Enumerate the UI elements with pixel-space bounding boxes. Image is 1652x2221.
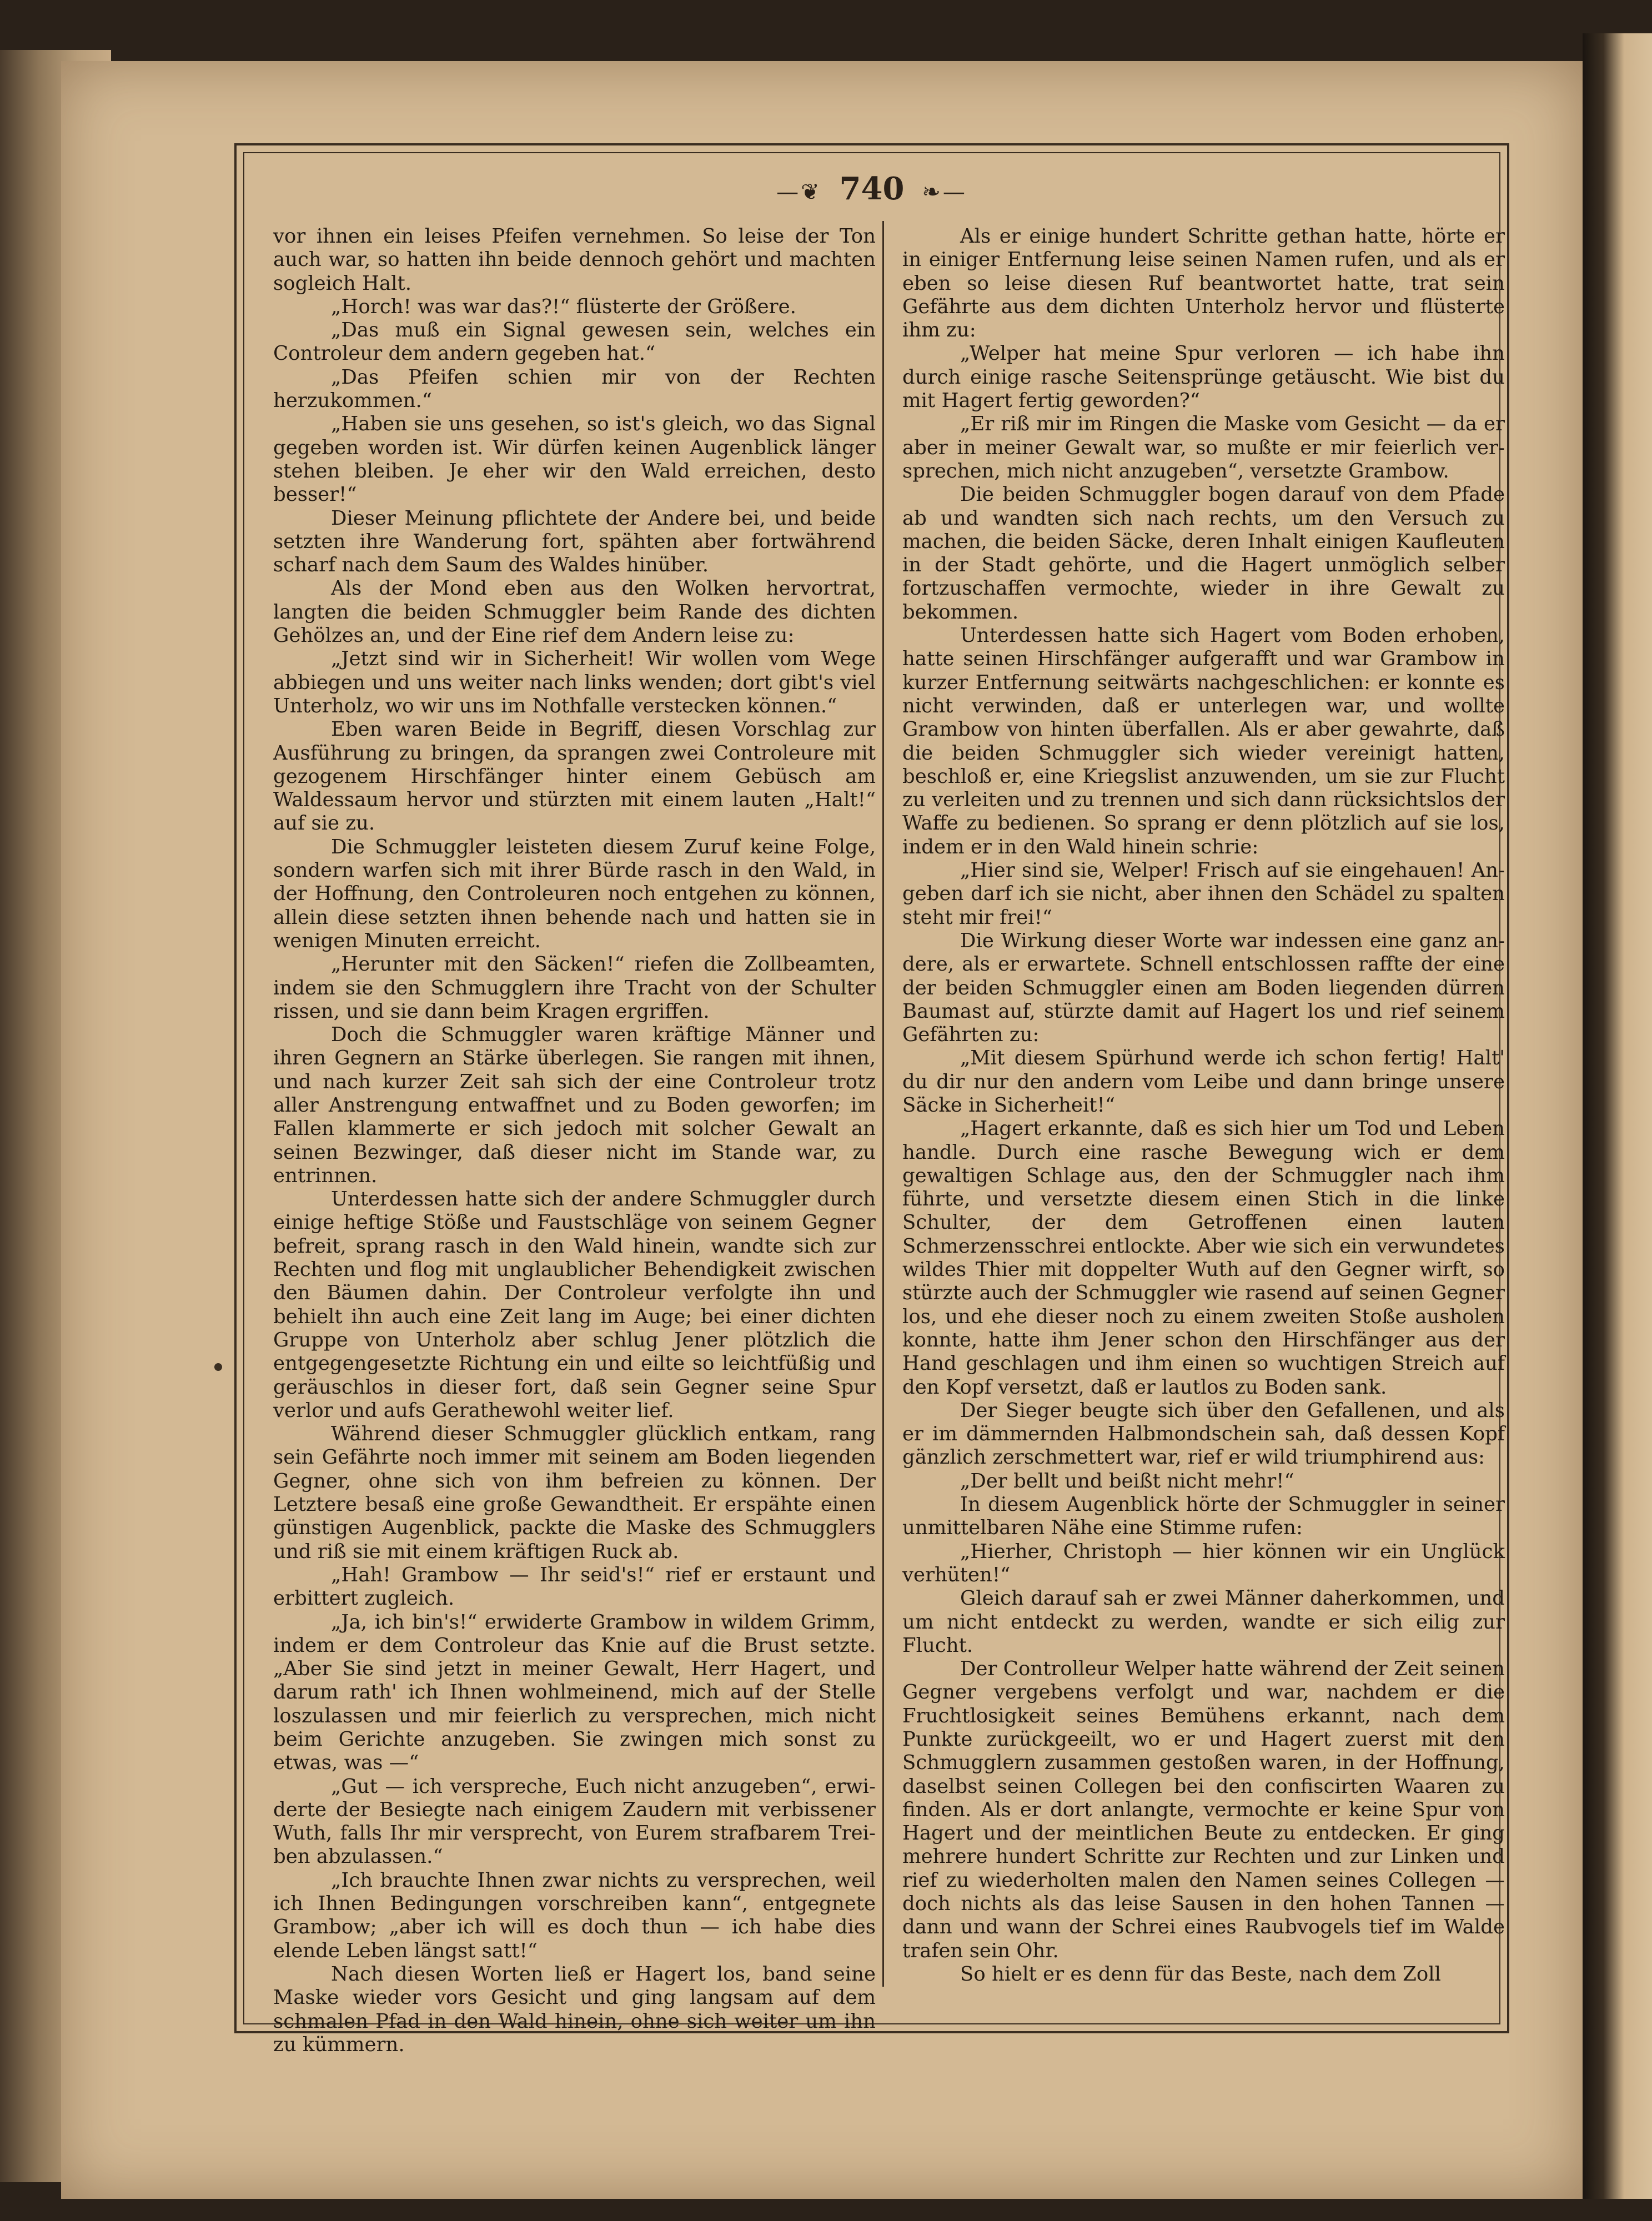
paragraph: „Jetzt sind wir in Sicherheit! Wir wollen vom Wege abbiegen und uns weiter nach links wenden; dort gibt's viel Unterholz, wo wir uns im Nothfalle verstecken können.“ <box>273 647 876 717</box>
right-ornament: ❧— <box>922 179 967 205</box>
paragraph: Die beiden Schmuggler bogen darauf von dem Pfade ab und wandten sich nach rechts, um den Versuch zu machen, die beiden Säcke, deren Inhalt einigen Kaufleuten in der Stadt gehörte, und die Hagert unmöglich selber fortzuschaffen vermochte, wieder in ihre Gewalt zu bekommen. <box>902 483 1505 624</box>
paragraph: Als er einige hundert Schritte gethan hatte, hörte er in einiger Entfernung leise seinen Namen rufen, und als er eben so leise diesen Ruf beantwortet hatte, trat sein Gefährte aus dem dichten Unterholz hervor und flüsterte ihm zu: <box>902 225 1505 342</box>
paragraph: „Der bellt und beißt nicht mehr!“ <box>960 1469 1294 1493</box>
paragraph: Der Controlleur Welper hatte während der Zeit seinen Gegner vergebens verfolgt und war, nachdem er die Fruchtlosigkeit seines Bemühens erkannt, nach dem Punkte zurückgeeilt, wo er und Hagert zuerst mit den Schmugglern zusammen gestoßen waren, in der Hoffnung, daselbst seinen Collegen bei den confiscirten Waaren zu finden. Als er dort anlangte, vermochte er keine Spur von Hagert und der meintlichen Beute zu entdecken. Er ging mehrere hundert Schritte zur Rechten und zur Linken und rief zu wiederholten malen den Namen seines Collegen — doch nichts als das leise Sausen in den hohen Tannen — dann und wann der Schrei eines Raubvogels tief im Walde trafen sein Ohr. <box>902 1657 1505 1962</box>
paragraph: „Horch! was war das?!“ flüsterte der Größere. <box>331 295 796 318</box>
paragraph: „Herunter mit den Säcken!“ riefen die Zollbeamten, indem sie den Schmugglern ihre Tracht von der Schulter rissen, und sie dann beim Kragen ergriffen. <box>273 953 876 1023</box>
paragraph: „Hierher, Christoph — hier können wir ein Unglück verhüten!“ <box>902 1540 1505 1586</box>
paragraph: Unterdessen hatte sich Hagert vom Boden erhoben, hatte seinen Hirschfänger aufgerafft und war Grambow in kurzer Entfernung seitwärts nachgeschlichen: er konnte es nicht verwinden, daß er unterlegen war, und wollte Grambow von hinten überfallen. Als er aber gewahrte, daß die beiden Schmuggler sich wieder vereinigt hatten, beschloß er, eine Kriegslist anzuwenden, um sie zur Flucht zu verleiten und zu trennen und sich dann rücksichtslos der Waffe zu bedienen. So sprang er denn plötzlich auf sie los, indem er in den Wald hinein schrie: <box>902 624 1505 858</box>
paragraph: Gleich darauf sah er zwei Männer daherkommen, und um nicht entdeckt zu werden, wandte er sich eilig zur Flucht. <box>902 1587 1505 1657</box>
paragraph: „Welper hat meine Spur verloren — ich habe ihn durch einige rasche Seitensprünge getäuscht. Wie bist du mit Hagert fertig geworden?“ <box>902 342 1505 413</box>
paragraph: „Hagert erkannte, daß es sich hier um Tod und Leben handle. Durch eine rasche Bewegung wich er dem gewaltigen Schlage aus, den der Schmuggler nach ihm führte, und versetzte diesem einen Stich in die linke Schulter, der dem Getroffenen einen lauten Schmerzensschrei entlockte. Aber wie sich ein verwundetes wildes Thier mit doppelter Wuth auf den Gegner wirft, so stürzte auch der Schmuggler wie rasend auf seinen Gegner los, und ehe dieser noch zu einem zweiten Stoße ausholen konnte, hatte ihm Jener schon den Hirschfänger aus der Hand geschlagen und ihm einen so wuchtigen Streich auf den Kopf versetzt, daß er lautlos zu Boden sank. <box>902 1117 1505 1399</box>
column-divider <box>882 221 884 1987</box>
ink-speck <box>214 1363 222 1371</box>
page-number: 740 <box>839 170 905 207</box>
paragraph: Nach diesen Worten ließ er Hagert los, band seine Maske wieder vors Gesicht und ging langsam auf dem schmalen Pfad in den Wald hinein, ohne sich weiter um ihn zu kümmern. <box>273 1962 876 2056</box>
paragraph: „Das muß ein Signal gewesen sein, welches ein Controleur dem andern gegeben hat.“ <box>273 319 876 365</box>
paragraph: Die Schmuggler leisteten diesem Zuruf keine Folge, sondern warfen sich mit ihrer Bürde rasch in den Wald, in der Hoffnung, den Controleuren noch entgehen zu können, allein diese setzten ihnen behende nach und hatten sie in wenigen Minuten erreicht. <box>273 835 876 952</box>
paragraph: „Gut — ich verspreche, Euch nicht anzugeben“, erwiderte der Besiegte nach einigem Zaudern mit verbissener Wuth, falls Ihr mir versprecht, von Eurem strafbarem Treiben abzulassen.“ <box>273 1775 876 1868</box>
paragraph: „Ich brauchte Ihnen zwar nichts zu versprechen, weil ich Ihnen Bedingungen vorschreiben kann“, entgegnete Grambow; „aber ich will es doch thun — ich habe dies elende Leben längst satt!“ <box>273 1868 876 1962</box>
left-column <box>273 225 876 2057</box>
paragraph: vor ihnen ein leises Pfeifen vernehmen. So leise der Ton auch war, so hatten ihn beide dennoch gehört und machten sogleich Halt. <box>273 225 876 295</box>
paragraph: Der Sieger beugte sich über den Gefallenen, und als er im dämmernden Halbmondschein sah, daß dessen Kopf gänzlich zerschmettert war, rief er wild triumphirend aus: <box>902 1399 1505 1469</box>
paragraph: Unterdessen hatte sich der andere Schmuggler durch einige heftige Stöße und Faustschläge von seinem Gegner befreit, sprang rasch in den Wald hinein, wandte sich zur Rechten und flog mit unglaublicher Behendigkeit zwischen den Bäumen dahin. Der Controleur verfolgte ihn und behielt ihn auch eine Zeit lang im Auge; bei einer dichten Gruppe von Unterholz aber schlug Jener plötzlich die entgegengesetzte Richtung ein und eilte so leichtfüßig und geräuschlos in dieser fort, daß sein Gegner seine Spur verlor und aufs Gerathewohl weiter lief. <box>273 1188 876 1422</box>
paragraph: So hielt er es denn für das Beste, nach dem Zoll <box>960 1962 1441 1986</box>
book-right-edge <box>1583 33 1652 2199</box>
paragraph: Doch die Schmuggler waren kräftige Männer und ihren Gegnern an Stärke überlegen. Sie rangen mit ihnen, und nach kurzer Zeit sah sich der eine Controleur trotz aller Anstrengung entwaffnet und zu Boden geworfen; im Fallen klammerte er sich jedoch mit solcher Gewalt an seinen Bezwinger, daß dieser nicht im Stande war, zu entrinnen. <box>273 1023 876 1187</box>
paragraph: Während dieser Schmuggler glücklich entkam, rang sein Gefährte noch immer mit seinem am Boden liegenden Gegner, ohne sich von ihm befreien zu können. Der Letztere besaß eine große Gewandtheit. Er erspähte einen günstigen Augenblick, packte die Maske des Schmugglers und riß sie mit einem kräftigen Ruck ab. <box>273 1423 876 1563</box>
paragraph: „Das Pfeifen schien mir von der Rechten herzukommen.“ <box>273 365 876 413</box>
paragraph: „Ja, ich bin's!“ erwiderte Grambow in wildem Grimm, indem er dem Controleur das Knie auf die Brust setzte. „Aber Sie sind jetzt in meiner Gewalt, Herr Hagert, und darum rath' ich Ihnen wohlmeinend, mich auf der Stelle loszulassen und mir feierlich zu versprechen, mich nicht beim Gerichte anzugeben. Sie zwingen mich sonst zu etwas, was —“ <box>273 1610 876 1775</box>
page-header <box>243 167 1500 211</box>
paragraph: „Hier sind sie, Welper! Frisch auf sie eingehauen! Angeben darf ich sie nicht, aber ihnen den Schädel zu spalten steht mir frei!“ <box>902 859 1505 929</box>
paragraph: In diesem Augenblick hörte der Schmuggler in seiner unmittelbaren Nähe eine Stimme rufen: <box>902 1493 1505 1540</box>
paragraph: „Mit diesem Spürhund werde ich schon fertig! Halt' du dir nur den andern vom Leibe und dann bringe unsere Säcke in Sicherheit!“ <box>902 1047 1505 1117</box>
paragraph: Als der Mond eben aus den Wolken hervortrat, langten die beiden Schmuggler beim Rande des dichten Gehölzes an, und der Eine rief dem Andern leise zu: <box>273 577 876 647</box>
paragraph: „Hah! Grambow — Ihr seid's!“ rief er erstaunt und erbittert zugleich. <box>273 1563 876 1610</box>
paragraph: Die Wirkung dieser Worte war indessen eine ganz andere, als er erwartete. Schnell entschlossen raffte der eine der beiden Schmuggler einen am Boden liegenden dürren Baumast auf, stürzte damit auf Hagert los und rief seinem Gefährten zu: <box>902 929 1505 1047</box>
paragraph: „Er riß mir im Ringen die Maske vom Gesicht — da er aber in meiner Gewalt war, so mußte er mir feierlich versprechen, mich nicht anzugeben“, versetzte Grambow. <box>902 413 1505 483</box>
paragraph: Eben waren Beide in Begriff, diesen Vorschlag zur Ausführung zu bringen, da sprangen zwei Controleure mit gezogenem Hirschfänger hinter einem Gebüsch am Waldessaum hervor und stürzten mit einem lauten „Halt!“ auf sie zu. <box>273 718 876 835</box>
paragraph: „Haben sie uns gesehen, so ist's gleich, wo das Signal gegeben worden ist. Wir dürfen keinen Augenblick länger stehen bleiben. Je eher wir den Wald erreichen, desto besser!“ <box>273 413 876 506</box>
paragraph: Dieser Meinung pflichtete der Andere bei, und beide setzten ihre Wanderung fort, spähten aber fortwährend scharf nach dem Saum des Waldes hinüber. <box>273 506 876 577</box>
right-column <box>902 225 1505 1986</box>
left-ornament: —❦ <box>776 179 822 205</box>
